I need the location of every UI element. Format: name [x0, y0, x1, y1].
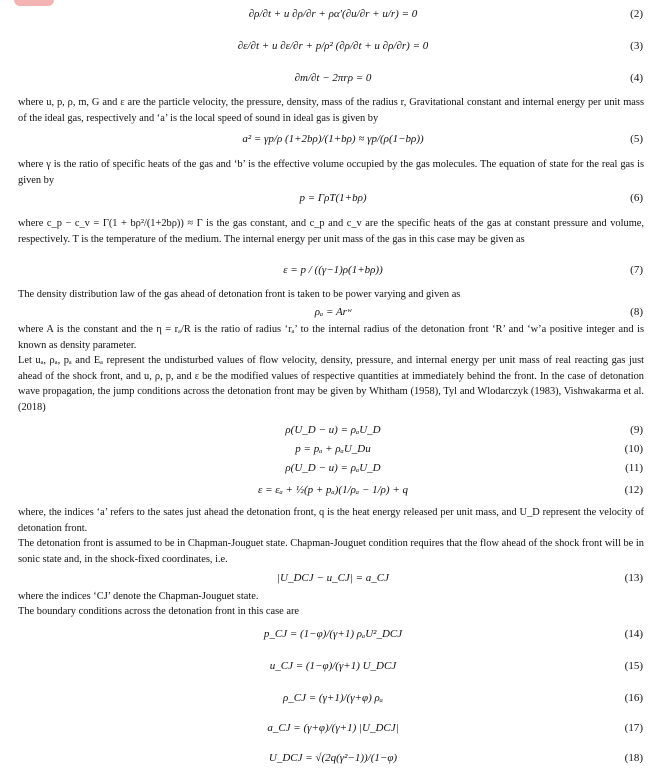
paragraph-1: where u, p, ρ, m, G and ε are the particle velocity, the pressure, density, mass of the radius r, Gravitational constant and internal energy per unit mass of the ideal gas, respectively and ‘a’ is the local speed of sound in ideal gas is given by: [18, 97, 644, 124]
paragraph-3: where c_p − c_v = Γ(1 + bρ²/(1+2bρ)) ≈ Γ is the gas constant, and c_p and c_v are the specific heats of the gas at constant pressure and volume, respectively. T is the temperature of the medium. The internal energy per unit mass of the gas in this case may be given as: [18, 218, 644, 245]
equation-13: |U_DCJ − u_CJ| = a_CJ (13): [277, 572, 643, 584]
equation-7: ε = p / ((γ−1)ρ(1+bρ)) (7): [283, 264, 643, 276]
paragraph-9: where the indices ‘CJ’ denote the Chapman-Jouguet state.: [18, 591, 259, 602]
equation-15: u_CJ = (1−φ)/(γ+1) U_DCJ (15): [269, 660, 643, 672]
equation-11: ρ(U_D − u) = ρₐU_D (11): [285, 462, 643, 474]
equation-12: ε = εₐ + ½(p + pₐ)(1/ρₐ − 1/ρ) + q (12): [257, 484, 643, 496]
equation-6: p = ΓρT(1+bρ) (6): [299, 192, 643, 204]
equation-17: a_CJ = (γ+φ)/(γ+1) |U_DCJ| (17): [267, 722, 643, 734]
paragraph-8: The detonation front is assumed to be in Chapman-Jouguet state. Chapman-Jouguet condition requires that the flow ahead of the shock front will be in sonic state and, in the shock-fixed coordinates, i.e.: [18, 538, 644, 565]
equation-16: ρ_CJ = (γ+1)/(γ+φ) ρₐ (16): [283, 692, 643, 704]
equation-14: p_CJ = (1−φ)/(γ+1) ρₐU²_DCJ (14): [263, 628, 643, 640]
equation-9: ρ(U_D − u) = ρₐU_D (9): [285, 424, 643, 436]
equation-10: p = pₐ + ρₐU_Du (10): [295, 443, 643, 455]
paragraph-10: The boundary conditions across the detonation front in this case are: [18, 606, 300, 617]
equation-8: ρₐ = Arʷ (8): [314, 306, 643, 318]
paragraph-4: The density distribution law of the gas ahead of detonation front is taken to be power varying and given as: [18, 289, 461, 300]
equation-2: ∂ρ/∂t + u ∂ρ/∂r + ρα′(∂u/∂r + u/r) = 0 (2): [248, 8, 643, 20]
equation-3: ∂ε/∂t + u ∂ε/∂r + p/ρ² (∂ρ/∂t + u ∂ρ/∂r) = 0 (3): [237, 40, 643, 52]
header-decoration: [14, 0, 54, 6]
paragraph-6: Let uₐ, ρₐ, pₐ and Eₐ represent the undisturbed values of flow velocity, density, pressure, and internal energy per unit mass of real reacting gas just ahead of the shock front, and u, ρ, p, and ε be the modified values of respective quantities at immediately behind the front. In the case of detonation wave propagation, the jump conditions across the detonation front may be given by Whitham (1958), Tyl and Wlodarczyk (1983), Vishwakarma et al. (2018): [18, 355, 644, 413]
equation-5: a² = γp/ρ (1+2bρ)/(1+bρ) ≈ γp/(ρ(1−bρ)) (5): [242, 133, 643, 145]
paragraph-2: where γ is the ratio of specific heats of the gas and ‘b’ is the effective volume occupied by the gas molecules. The equation of state for the real gas is given by: [18, 159, 644, 186]
equation-4: ∂m/∂t − 2πrρ = 0 (4): [294, 72, 643, 84]
equation-18: U_DCJ = √(2q(γ²−1))/(1−φ) (18): [268, 752, 643, 764]
paragraph-5: where A is the constant and the η = rₐ/R is the ratio of radius ‘rₐ’ to the internal radius of the detonation front ‘R’ and ‘w’a positive integer and is known as density parameter.: [18, 324, 644, 351]
paragraph-7: where, the indices ‘a’ refers to the sates just ahead the detonation front, q is the heat energy released per unit mass, and U_D represent the velocity of detonation front.: [18, 507, 644, 534]
